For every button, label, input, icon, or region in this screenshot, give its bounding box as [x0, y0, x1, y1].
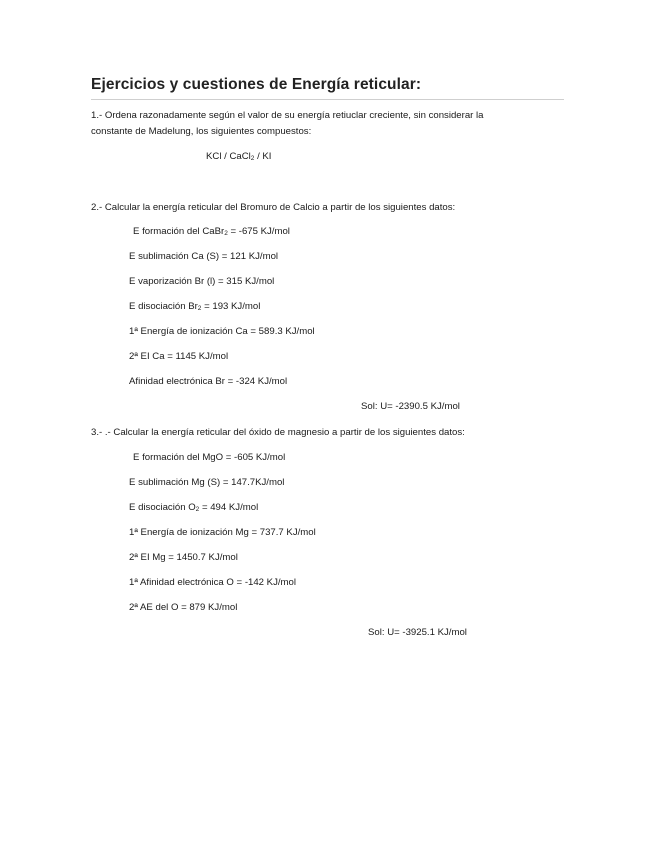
- title-divider: [91, 99, 564, 100]
- q2-data-item: E disociación $Br_2 = 193$ KJ/mol: [129, 301, 261, 312]
- page-title: Ejercicios y cuestiones de Energía reticular:: [91, 76, 422, 93]
- q2-data-item: E formación del CaBr$_2$ = -675 KJ/mol: [133, 226, 290, 237]
- q3-data-item: 2ª AE del O = 879 KJ/mol: [129, 602, 238, 613]
- q3-data-item: E sublimación Mg (S) = 147.7KJ/mol: [129, 477, 285, 488]
- q1-compounds-sub: 2: [250, 155, 255, 162]
- q2-data-item: 2ª EI Ca = 1145 KJ/mol: [129, 351, 229, 362]
- q3-data-item: E formación del MgO = -605 KJ/mol: [133, 452, 286, 463]
- q3-data-item: 1ª Afinidad electrónica O = -142 KJ/mol: [129, 577, 297, 588]
- q2-data-item: Afinidad electrónica Br = -324 KJ/mol: [129, 376, 288, 387]
- q3-solution: Sol: U= -3925.1 KJ/mol: [368, 627, 467, 638]
- q2-prompt: 2.- Calcular la energía reticular del Bromuro de Calcio a partir de los siguientes datos:: [91, 202, 456, 213]
- q2-data-item: E vaporización Br (l) = 315 KJ/mol: [129, 276, 275, 287]
- q2-solution: Sol: U= -2390.5 KJ/mol: [361, 401, 460, 412]
- q2-data-item: 1ª Energía de ionización Ca = 589.3 KJ/mol: [129, 326, 315, 337]
- q2-data-item: E sublimación Ca (S) = 121 KJ/mol: [129, 251, 279, 262]
- q3-data-item: E disociación $O_2 = 494$ KJ/mol: [129, 502, 259, 513]
- q1-prompt-line-1: 1.- Ordena razonadamente según el valor de su energía retiuclar creciente, sin considerar la: [91, 110, 484, 121]
- q1-compounds-b: / KI: [254, 151, 272, 162]
- q1-prompt-line-2: constante de Madelung, los siguientes compuestos:: [91, 126, 312, 137]
- q3-data-item: 1ª Energía de ionización Mg = 737.7 KJ/mol: [129, 527, 316, 538]
- q1-compounds: [206, 151, 271, 163]
- q3-data-item: 2ª EI Mg = 1450.7 KJ/mol: [129, 552, 238, 563]
- q1-compounds-a: KCl / CaCl: [206, 151, 251, 162]
- q3-prompt: 3.- .- Calcular la energía reticular del óxido de magnesio a partir de los siguientes datos:: [91, 427, 465, 438]
